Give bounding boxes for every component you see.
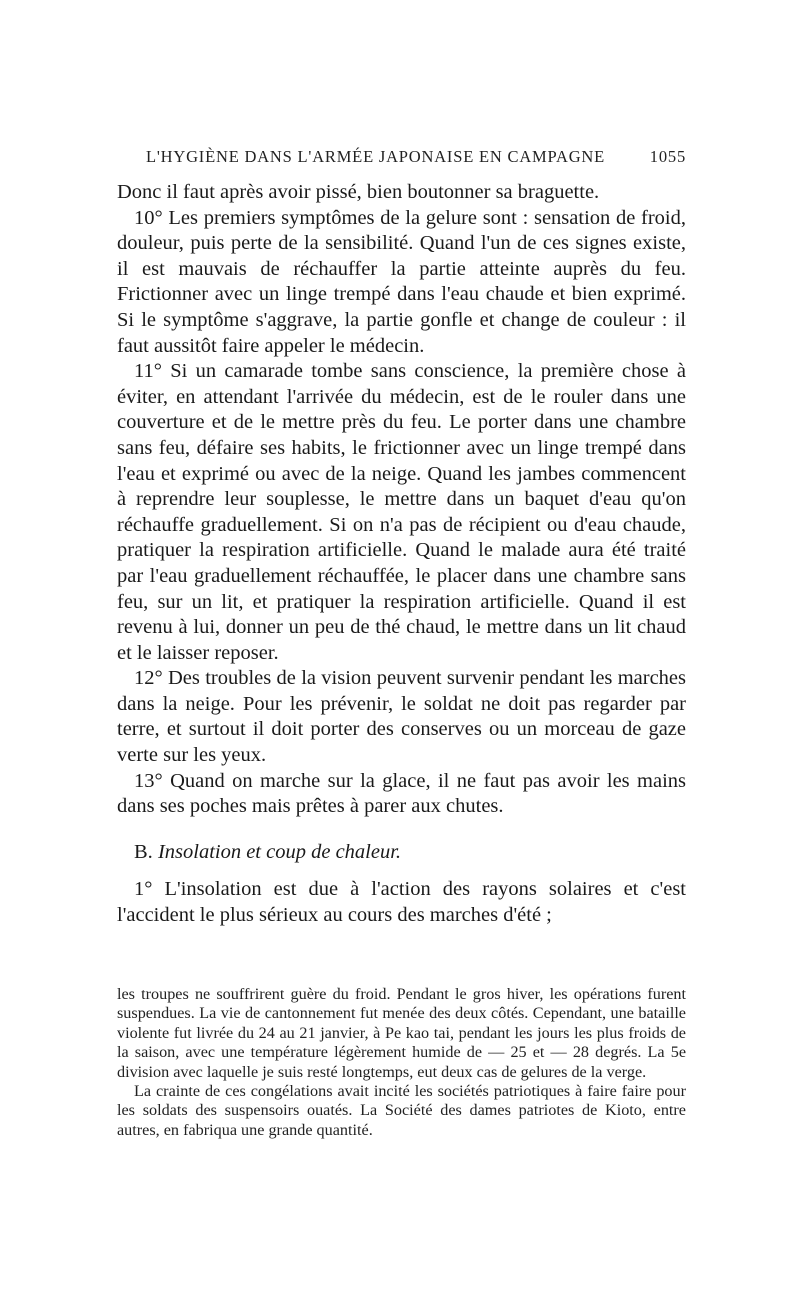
paragraph-item-12: 12° Des troubles de la vision peuvent survenir pendant les marches dans la neige. Pour les prévenir, le soldat ne doit pas regarder par terre, et surtout il doit porter des conserves ou un morceau de gaze verte sur les yeux. bbox=[117, 667, 686, 767]
running-head-title: L'HYGIÈNE DANS L'ARMÉE JAPONAISE EN CAMPAGNE bbox=[146, 147, 606, 166]
section-paragraph-item-1: 1° L'insolation est due à l'action des rayons solaires et c'est l'accident le plus sérieux au cours des marches d'été ; bbox=[117, 878, 686, 927]
page-number: 1055 bbox=[649, 147, 686, 166]
section-title: Insolation et coup de chaleur. bbox=[157, 840, 402, 863]
paragraph-continuation: Donc il faut après avoir pissé, bien boutonner sa braguette. bbox=[117, 181, 600, 203]
section-letter: B. bbox=[134, 840, 153, 863]
paragraph-item-11: 11° Si un camarade tombe sans conscience, la première chose à éviter, en attendant l'arrivée du médecin, est de le rouler dans une couverture et de le mettre près du feu. Le porter dans une chambre sans feu, défaire ses habits, le frictionner avec un linge trempé dans l'eau et exprimé ou avec de la neige. Quand les jambes commencent à reprendre leur souplesse, le mettre dans un baquet d'eau qu'on réchauffe graduellement. Si on n'a pas de récipient ou d'eau chaude, pratiquer la respiration artificielle. Quand le malade aura été traité par l'eau graduellement réchauffée, le placer dans une chambre sans feu, sur un lit, et pratiquer la respiration artificielle. Quand il est revenu à lui, donner un peu de thé chaud, le mettre dans un lit chaud et le laisser reposer. bbox=[117, 360, 686, 664]
section-heading bbox=[117, 840, 686, 866]
body-text bbox=[117, 180, 686, 929]
paragraph-item-13: 13° Quand on marche sur la glace, il ne faut pas avoir les mains dans ses poches mais prêtes à parer aux chutes. bbox=[117, 769, 686, 818]
footnote-continuation: les troupes ne souffrirent guère du froid. Pendant le gros hiver, les opérations furent suspendues. La vie de cantonnement fut menée des deux côtés. Cependant, une bataille violente fut livrée du 24 au 21 janvier, à Pe kao tai, pendant les jours les plus froids de la saison, avec une température légèrement humide de — 25 et — 28 degrés. La 5e division avec laquelle je suis resté longtemps, eut deux cas de gelures de la verge. bbox=[117, 985, 686, 1081]
footnote-paragraph: La crainte de ces congélations avait incité les sociétés patriotiques à faire faire pour les soldats des suspensoirs ouatés. La Société des dames patriotes de Kioto, entre autres, en fabriqua une grande quantité. bbox=[117, 1082, 686, 1139]
footnotes bbox=[117, 985, 686, 1140]
paragraph-item-10: 10° Les premiers symptômes de la gelure sont : sensation de froid, douleur, puis perte de la sensibilité. Quand l'un de ces signes existe, il est mauvais de réchauffer la partie atteinte auprès du feu. Frictionner avec un linge trempé dans l'eau chaude et bien exprimé. Si le symptôme s'aggrave, la partie gonfle et change de couleur : il faut aussitôt faire appeler le médecin. bbox=[117, 206, 686, 357]
